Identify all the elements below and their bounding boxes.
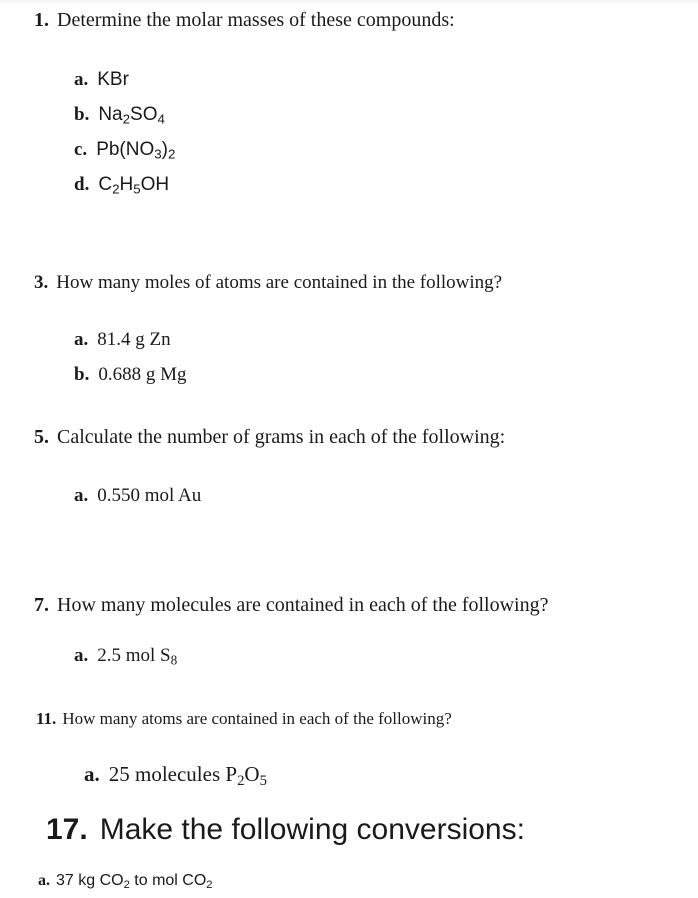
item-text: 0.550 mol Au — [97, 485, 202, 506]
list-item — [74, 364, 186, 386]
question-3 — [34, 272, 502, 294]
question-number: 17. — [46, 813, 88, 846]
item-letter: a. — [74, 69, 89, 90]
item-text: 81.4 g Zn — [97, 329, 171, 350]
item-text: KBr — [97, 69, 129, 90]
item-letter: c. — [74, 139, 88, 160]
list-item — [74, 104, 165, 126]
question-prompt: Make the following conversions: — [99, 813, 525, 846]
list-item — [38, 872, 213, 890]
question-17 — [46, 813, 525, 847]
item-text: 25 molecules $P_2O_5$ — [108, 762, 267, 790]
question-number: 3. — [34, 272, 49, 293]
question-prompt: How many moles of atoms are contained in the following? — [56, 272, 503, 293]
item-text: 2.5 mol $S_8$ — [97, 645, 178, 668]
question-prompt: How many atoms are contained in each of the following? — [62, 709, 452, 728]
list-item — [74, 69, 129, 91]
list-item — [84, 762, 267, 790]
item-letter: a. — [74, 329, 89, 350]
list-item — [74, 485, 201, 507]
list-item — [74, 174, 169, 196]
item-letter: b. — [74, 104, 90, 125]
list-item — [74, 139, 175, 161]
question-prompt: Calculate the number of grams in each of the following: — [57, 426, 506, 448]
question-number: 5. — [34, 426, 49, 448]
item-letter: a. — [84, 762, 100, 786]
item-letter: b. — [74, 364, 90, 385]
question-number: 1. — [34, 9, 49, 31]
item-text: $Na_2SO_4$ — [98, 104, 165, 127]
question-5 — [34, 426, 505, 449]
question-number: 7. — [34, 594, 49, 616]
page-top-edge — [0, 0, 698, 4]
list-item — [74, 329, 171, 351]
item-text: $C_2H_5OH$ — [98, 174, 170, 197]
list-item — [74, 645, 177, 667]
question-prompt: How many molecules are contained in each of the following? — [57, 594, 549, 616]
question-7 — [34, 594, 549, 617]
item-letter: a. — [74, 485, 89, 506]
question-11 — [36, 709, 452, 729]
question-1 — [34, 9, 455, 32]
item-text: 37 kg $CO_2$ to mol $CO_2$ — [56, 872, 213, 892]
item-letter: a. — [74, 645, 89, 666]
question-number: 11. — [36, 709, 57, 728]
item-text: 0.688 g Mg — [98, 364, 187, 385]
item-text: $Pb(NO_3)_2$ — [96, 139, 176, 162]
item-letter: d. — [74, 174, 90, 195]
item-letter: a. — [38, 872, 50, 889]
question-prompt: Determine the molar masses of these compounds: — [57, 9, 455, 31]
